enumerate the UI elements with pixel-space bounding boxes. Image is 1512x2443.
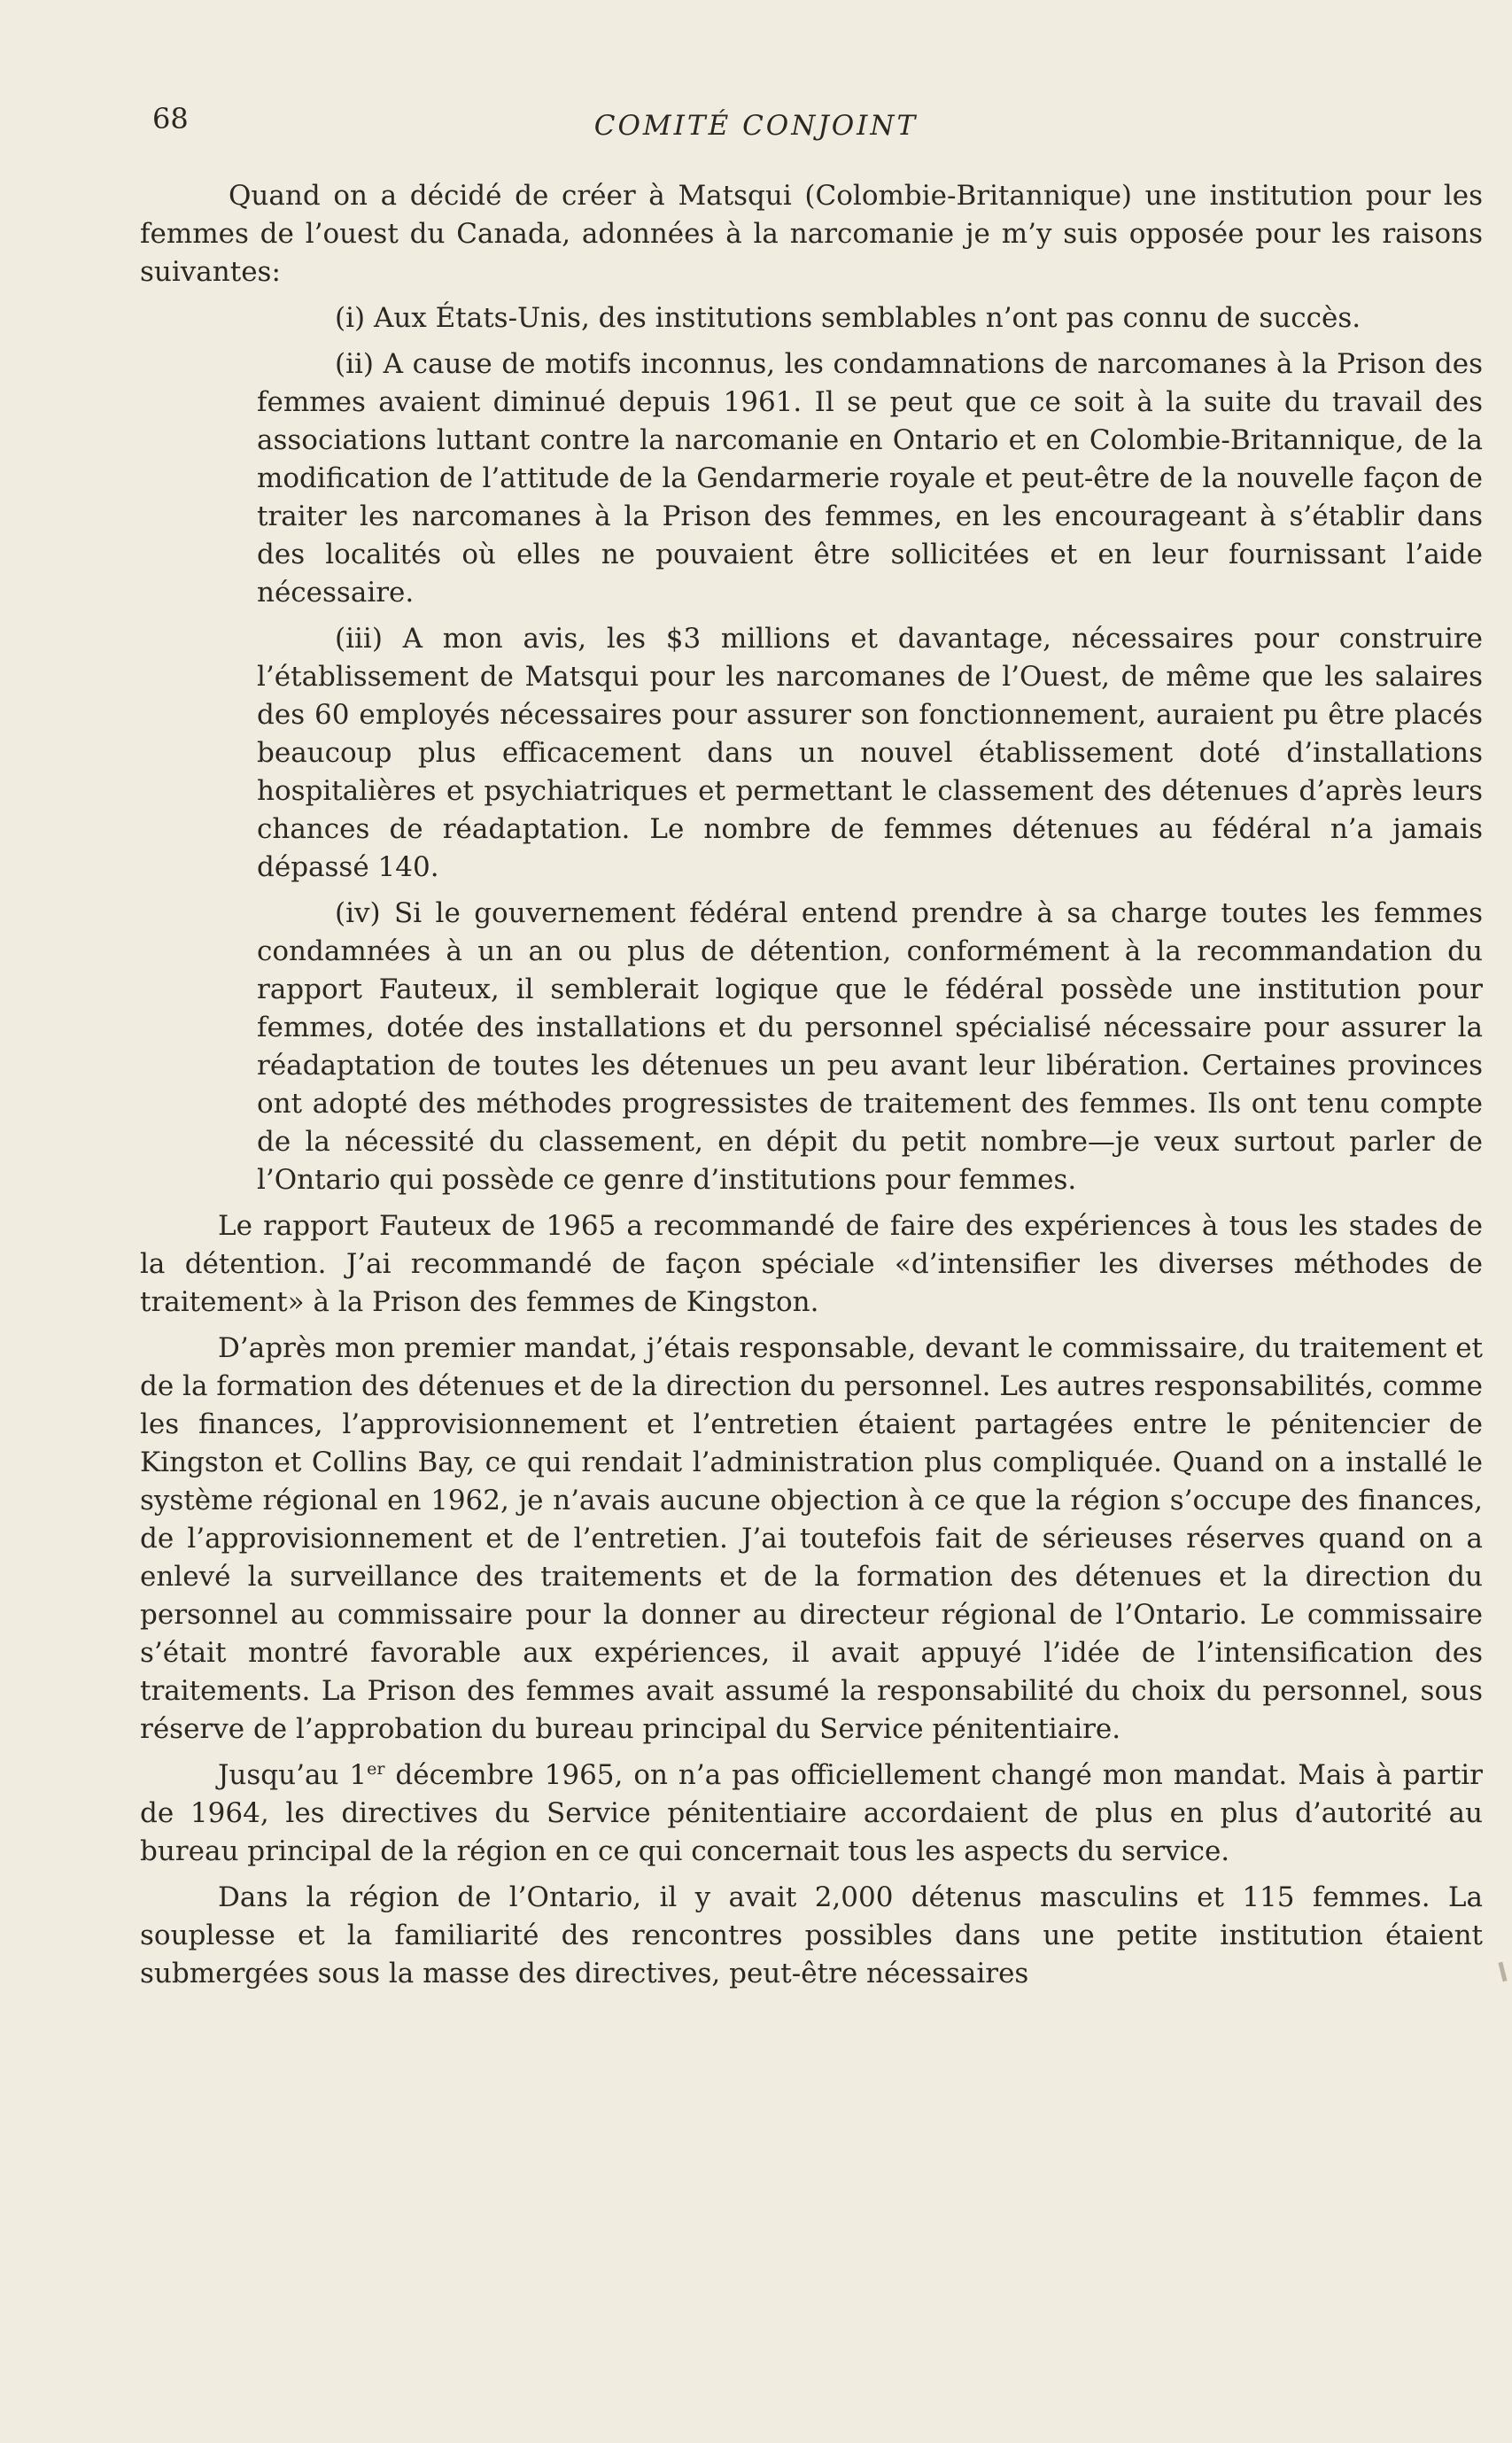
point-iv: (iv) Si le gouvernement fédéral entend prendre à sa charge toutes les femmes condamnées à un an ou plus de détention, conformément à la recommandation du rapport Fauteux, il semblerait logique que le fédéral possède une institution pour femmes, dotée des installations et du personnel spécialisé nécessaire pour assurer la réadaptation de toutes les détenues un peu avant leur libération. Certaines provinces ont adopté des méthodes progressistes de traitement des femmes. Ils ont tenu compte de la nécessité du classement, en dépit du petit nombre—je veux surtout parler de l’Ontario qui possède ce genre d’institutions pour femmes.: [257, 897, 1483, 1196]
ordinal-superscript: er: [367, 1759, 385, 1779]
paragraph-jusqu-start: Jusqu’au 1: [218, 1759, 368, 1791]
point-iii: (iii) A mon avis, les $3 millions et davantage, nécessaires pour construire l’établissement de Matsqui pour les narcomanes de l’Ouest, de même que les salaires des 60 employés nécessaires pour assurer son fonctionnement, auraient pu être placés beaucoup plus efficacement dans un nouvel établissement doté d’installations hospitalières et psychiatriques et permettant le classement des détenues d’après leurs chances de réadaptation. Le nombre de femmes détenues au fédéral n’a jamais dépassé 140.: [257, 623, 1483, 883]
point-i: (i) Aux États-Unis, des institutions semblables n’ont pas connu de succès.: [335, 302, 1361, 334]
body-text: [140, 177, 1483, 2001]
page-number: 68: [152, 102, 189, 136]
paragraph-ontario: Dans la région de l’Ontario, il y avait 2,000 détenus masculins et 115 femmes. La souplesse et la familiarité des rencontres possibles dans une petite institution étaient submergées sous la masse des directives, peut-être nécessaires: [140, 1881, 1483, 1989]
paragraph-jusqu: [140, 1757, 1483, 1871]
paragraph-fauteux: Le rapport Fauteux de 1965 a recommandé de faire des expériences à tous les stades de la détention. J’ai recommandé de façon spéciale «d’intensifier les diverses méthodes de traitement» à la Prison des femmes de Kingston.: [140, 1210, 1483, 1318]
point-ii: (ii) A cause de motifs inconnus, les condamnations de narcomanes à la Prison des femmes avaient diminué depuis 1961. Il se peut que ce soit à la suite du travail des associations luttant contre la narcomanie en Ontario et en Colombie-Britannique, de la modification de l’attitude de la Gendarmerie royale et peut-être de la nouvelle façon de traiter les narcomanes à la Prison des femmes, en les encourageant à s’établir dans des localités où elles ne pouvaient être sollicitées et en leur fournissant l’aide nécessaire.: [257, 348, 1483, 609]
paragraph-jusqu-rest: décembre 1965, on n’a pas officiellement changé mon mandat. Mais à partir de 1964, les directives du Service pénitentiaire accordaient de plus en plus d’autorité au bureau principal de la région en ce qui concernait tous les aspects du service.: [140, 1759, 1483, 1867]
paragraph-mandat: D’après mon premier mandat, j’étais responsable, devant le commissaire, du traitement et de la formation des détenues et de la direction du personnel. Les autres responsabilités, comme les finances, l’approvisionnement et l’entretien étaient partagées entre le pénitencier de Kingston et Collins Bay, ce qui rendait l’administration plus compliquée. Quand on a installé le système régional en 1962, je n’avais aucune objection à ce que la région s’occupe des finances, de l’approvisionnement et de l’entretien. J’ai toutefois fait de sérieuses réserves quand on a enlevé la surveillance des traitements et de la formation des détenues et la direction du personnel au commissaire pour la donner au directeur régional de l’Ontario. Le commissaire s’était montré favorable aux expériences, il avait appuyé l’idée de l’intensification des traitements. La Prison des femmes avait assumé la responsabilité du choix du personnel, sous réserve de l’approbation du bureau principal du Service pénitentiaire.: [140, 1332, 1483, 1745]
running-head: COMITÉ CONJOINT: [593, 110, 919, 142]
intro-paragraph: Quand on a décidé de créer à Matsqui (Colombie-Britannique) une institution pour les femmes de l’ouest du Canada, adonnées à la narcomanie je m’y suis opposée pour les raisons suivantes:: [140, 180, 1483, 288]
page-edge-mark: [1498, 1962, 1507, 1982]
